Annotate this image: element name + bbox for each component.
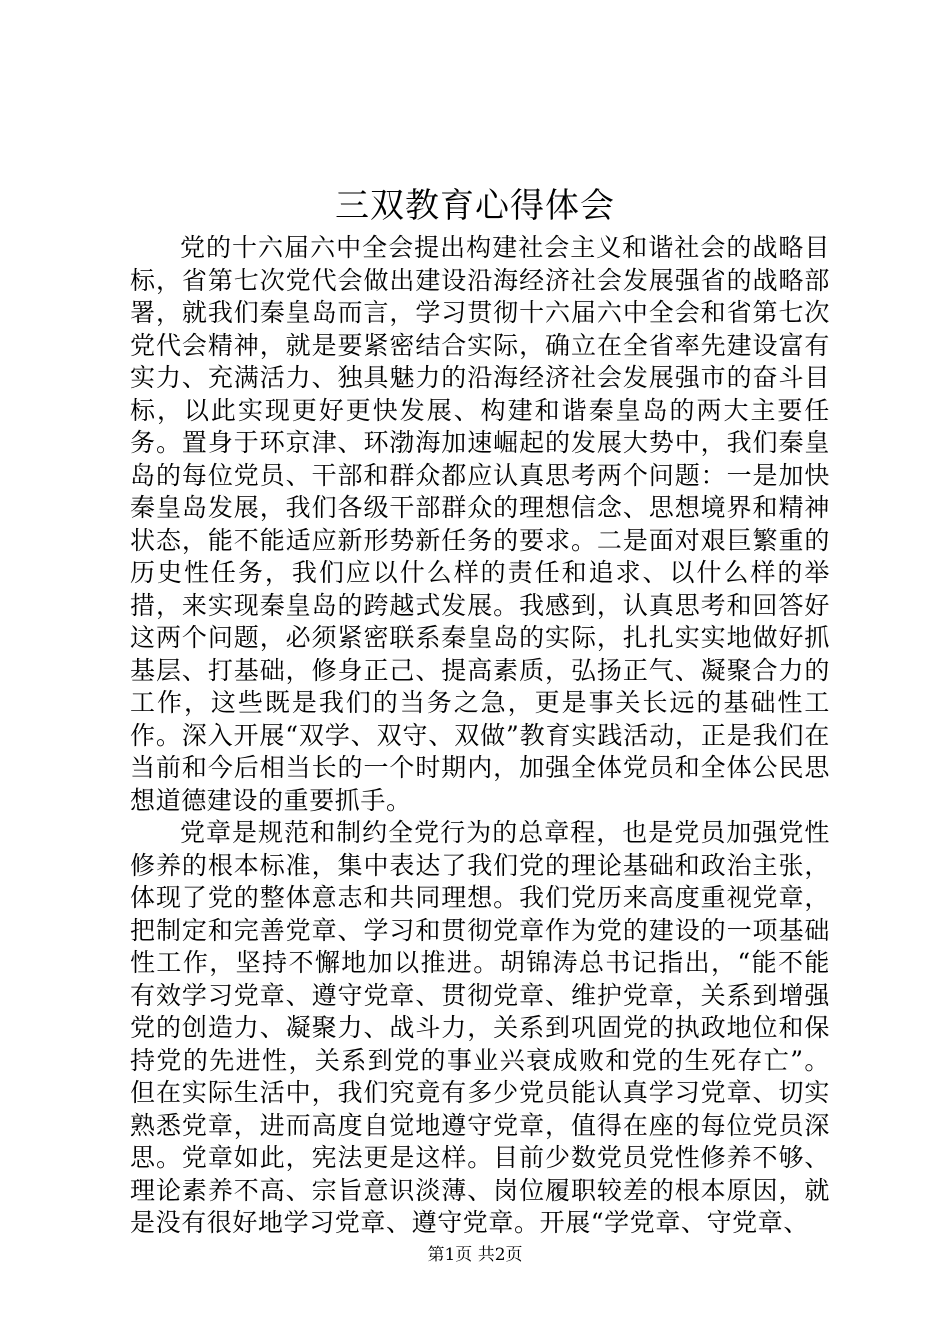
paragraph-2: 党章是规范和制约全党行为的总章程，也是党员加强党性修养的根本标准，集中表达了我们党的理论基础和政治主张，体现了党的整体意志和共同理想。我们党历来高度重视党章，把制定和完善党章、学习和贯彻党章作为党的建设的一项基础性工作，坚持不懈地加以推进。胡锦涛总书记指出，“能不能有效学习党章、遵守党章、贯彻党章、维护党章，关系到增强党的创造力、凝聚力、战斗力，关系到巩固党的执政地位和保持党的先进性，关系到党的事业兴衰成败和党的生死存亡”。但在实际生活中，我们究竟有多少党员能认真学习党章、切实熟悉党章，进而高度自觉地遵守党章，值得在座的每位党员深思。党章如此，宪法更是这样。目前少数党员党性修养不够、理论素养不高、宗旨意识淡薄、岗位履职较差的根本原因，就是没有很好地学习党章、遵守党章。开展“学党章、守党章、 (130, 818, 830, 1237)
document-title: 三双教育心得体会 (335, 186, 615, 226)
document-body (130, 232, 830, 1240)
paragraph-1: 党的十六届六中全会提出构建社会主义和谐社会的战略目标，省第七次党代会做出建设沿海经济社会发展强省的战略部署，就我们秦皇岛而言，学习贯彻十六届六中全会和省第七次党代会精神，就是要紧密结合实际，确立在全省率先建设富有实力、充满活力、独具魅力的沿海经济社会发展强市的奋斗目标，以此实现更好更快发展、构建和谐秦皇岛的两大主要任务。置身于环京津、环渤海加速崛起的发展大势中，我们秦皇岛的每位党员、干部和群众都应认真思考两个问题：一是加快秦皇岛发展，我们各级干部群众的理想信念、思想境界和精神状态，能不能适应新形势新任务的要求。二是面对艰巨繁重的历史性任务，我们应以什么样的责任和追求、以什么样的举措，来实现秦皇岛的跨越式发展。我感到，认真思考和回答好这两个问题，必须紧密联系秦皇岛的实际，扎扎实实地做好抓基层、打基础，修身正己、提高素质，弘扬正气、凝聚合力的工作，这些既是我们的当务之急，更是事关长远的基础性工作。深入开展“双学、双守、双做”教育实践活动，正是我们在当前和今后相当长的一个时期内，加强全体党员和全体公民思想道德建设的重要抓手。 (130, 233, 830, 815)
page-number-footer: 第1页 共2页 (427, 1245, 523, 1265)
